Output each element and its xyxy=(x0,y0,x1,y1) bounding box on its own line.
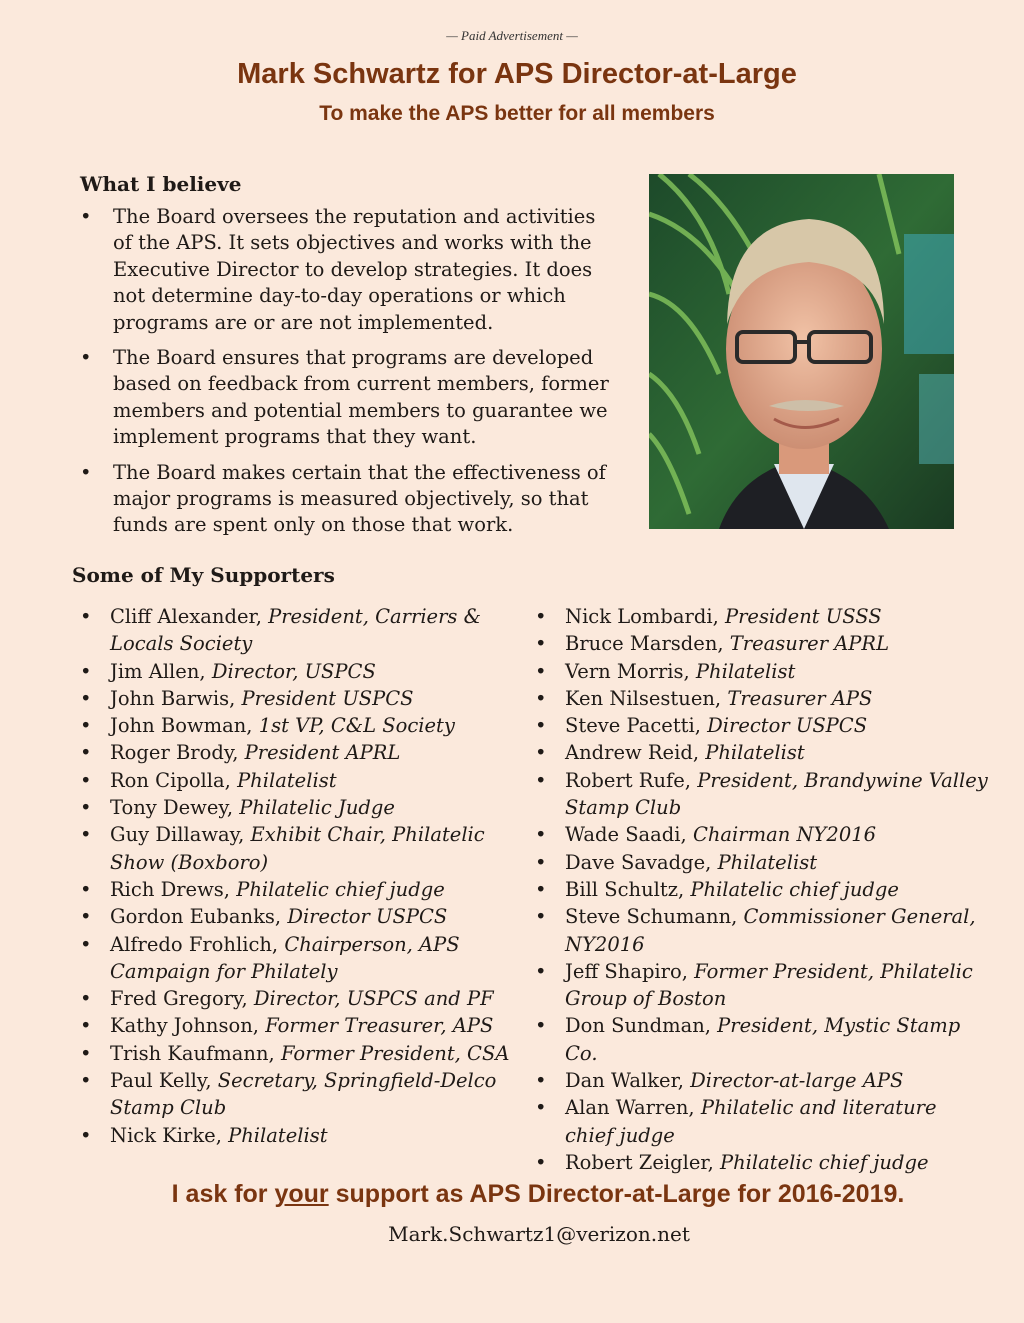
supporter-role: Philatelist xyxy=(717,850,818,874)
supporter-name: Nick Lombardi, xyxy=(565,605,719,628)
supporter-item xyxy=(531,1149,991,1176)
supporter-role: Commissioner General, NY2016 xyxy=(565,905,976,956)
supporter-name: Paul Kelly, xyxy=(110,1069,212,1093)
supporter-name: John Bowman, xyxy=(110,714,253,738)
supporter-role: Philatelic Judge xyxy=(239,796,395,820)
supporter-role: Philatelist xyxy=(705,741,805,765)
supporter-item xyxy=(76,658,516,685)
supporter-name: Fred Gregory, xyxy=(110,987,248,1011)
supporter-role: Philatelic chief judge xyxy=(719,1150,929,1174)
supporter-name: Kathy Johnson, xyxy=(110,1014,259,1038)
supporter-item xyxy=(531,1012,991,1067)
support-request-emphasis: your xyxy=(274,1180,329,1208)
supporter-item xyxy=(531,685,991,712)
supporters-list-left xyxy=(76,603,516,1149)
supporter-role: Director, USPCS xyxy=(211,659,376,683)
supporter-name: Guy Dillaway, xyxy=(110,823,245,847)
supporter-item xyxy=(76,1012,516,1039)
supporter-item xyxy=(76,794,516,821)
supporter-role: Philatelist xyxy=(237,768,337,792)
supporter-name: Jim Allen, xyxy=(110,659,206,683)
supporter-name: Gordon Eubanks, xyxy=(110,905,282,929)
supporter-role: President APRL xyxy=(244,741,401,765)
supporter-item xyxy=(531,603,991,630)
supporter-item xyxy=(76,603,516,658)
supporter-name: Trish Kaufmann, xyxy=(110,1041,275,1065)
supporter-name: Bruce Marsden, xyxy=(565,632,724,656)
supporter-name: Alan Warren, xyxy=(565,1096,695,1120)
supporter-item xyxy=(76,1040,516,1067)
supporter-item xyxy=(76,739,516,766)
supporter-role: Chairman NY2016 xyxy=(692,823,877,847)
supporter-name: Don Sundman, xyxy=(565,1014,711,1038)
supporter-item xyxy=(76,903,516,930)
supporter-item xyxy=(531,767,991,822)
candidate-photo xyxy=(649,174,954,529)
supporter-name: Tony Dewey, xyxy=(110,796,234,820)
support-request xyxy=(0,1180,1024,1209)
supporter-name: Wade Saadi, xyxy=(565,823,687,847)
supporter-role: Philatelist xyxy=(695,659,796,683)
supporter-name: Vern Morris, xyxy=(565,659,690,683)
supporter-role: Director USPCS xyxy=(287,905,448,929)
supporter-role: President, Mystic Stamp Co. xyxy=(565,1014,961,1065)
supporter-name: Dan Walker, xyxy=(565,1069,684,1093)
supporter-item xyxy=(76,876,516,903)
contact-email[interactable]: Mark.Schwartz1@verizon.net xyxy=(388,1222,690,1246)
supporter-name: Alfredo Frohlich, xyxy=(110,932,279,956)
supporter-role: Exhibit Chair, Philatelic Show (Boxboro) xyxy=(110,823,485,874)
supporter-role: Treasurer APS xyxy=(727,686,873,710)
supporter-item xyxy=(76,767,516,794)
supporter-name: Steve Schumann, xyxy=(565,905,738,929)
supporter-name: Andrew Reid, xyxy=(565,741,700,765)
supporter-item xyxy=(76,685,516,712)
paid-advertisement-label: — Paid Advertisement — xyxy=(446,28,578,43)
belief-item: • The Board ensures that programs are developed based on feedback from current members, former members and potential members to guarantee we implement programs that they want. xyxy=(76,345,616,451)
supporter-role: Treasurer APRL xyxy=(729,632,890,656)
supporter-item xyxy=(76,931,516,986)
supporter-name: Ken Nilsestuen, xyxy=(565,686,722,710)
supporter-item xyxy=(531,1067,991,1094)
supporter-role: Former President, Philatelic Group of Boston xyxy=(565,959,973,1011)
supporter-name: Ron Cipolla, xyxy=(110,768,231,792)
supporter-name: Dave Savadge, xyxy=(565,850,712,874)
supporter-role: Former President, CSA xyxy=(280,1041,510,1065)
supporter-role: Secretary, Springfield-Delco Stamp Club xyxy=(110,1069,497,1120)
supporter-name: Jeff Shapiro, xyxy=(565,959,688,983)
supporter-role: Philatelic chief judge xyxy=(690,877,899,901)
beliefs-list xyxy=(76,204,616,548)
supporter-item xyxy=(76,821,516,876)
supporter-name: John Barwis, xyxy=(110,686,236,710)
page-subtitle: To make the APS better for all members xyxy=(319,102,715,125)
supporter-item xyxy=(531,658,991,685)
supporter-name: Rich Drews, xyxy=(110,877,230,901)
supporter-name: Robert Zeigler, xyxy=(565,1150,714,1174)
support-request-end: support as APS Director-at-Large for 2016-2019. xyxy=(328,1180,905,1208)
supporter-role: Director USPCS xyxy=(707,714,868,738)
supporter-item xyxy=(531,876,991,903)
supporter-role: Chairperson, APS Campaign for Philately xyxy=(110,932,460,983)
supporter-role: Philatelic and literature chief judge xyxy=(565,1096,937,1147)
belief-item: • The Board oversees the reputation and activities of the APS. It sets objectives and works with the Executive Director to develop strategies. It does not determine day-to-day operations or which programs are or are not implemented. xyxy=(76,204,616,336)
supporter-item xyxy=(531,958,991,1013)
beliefs-heading: What I believe xyxy=(80,172,242,196)
supporter-role: Philatelist xyxy=(228,1123,328,1147)
belief-item: • The Board makes certain that the effectiveness of major programs is measured objectively, so that funds are spent only on those that work. xyxy=(76,460,616,539)
supporter-item xyxy=(531,630,991,657)
supporter-role: Director-at-large APS xyxy=(690,1069,904,1093)
supporter-name: Cliff Alexander, xyxy=(110,605,262,628)
page-title: Mark Schwartz for APS Director-at-Large xyxy=(237,58,797,90)
supporter-name: Robert Rufe, xyxy=(565,768,691,792)
supporter-item xyxy=(531,849,991,876)
supporter-role: 1st VP, C&L Society xyxy=(258,714,455,738)
supporter-item xyxy=(531,821,991,848)
supporters-heading: Some of My Supporters xyxy=(72,563,335,587)
supporter-item xyxy=(76,712,516,739)
supporter-role: President, Carriers & Locals Society xyxy=(110,605,481,656)
supporter-role: President USPCS xyxy=(241,686,414,710)
support-request-start: I ask for xyxy=(171,1180,275,1208)
supporter-role: President, Brandywine Valley Stamp Club xyxy=(565,768,988,820)
supporter-role: Director, USPCS and PF xyxy=(253,987,494,1011)
supporter-role: Philatelic chief judge xyxy=(236,877,445,901)
supporter-item xyxy=(76,985,516,1012)
supporter-role: Former Treasurer, APS xyxy=(265,1014,494,1038)
supporter-role: President USSS xyxy=(724,605,882,628)
supporter-item xyxy=(76,1067,516,1122)
supporter-name: Steve Pacetti, xyxy=(565,714,701,738)
supporter-item xyxy=(76,1122,516,1149)
supporter-item xyxy=(531,903,991,958)
supporter-name: Roger Brody, xyxy=(110,741,239,765)
supporter-item xyxy=(531,712,991,739)
supporters-list-right xyxy=(531,603,991,1176)
supporter-item xyxy=(531,1094,991,1149)
supporter-item xyxy=(531,739,991,766)
supporter-name: Nick Kirke, xyxy=(110,1123,222,1147)
supporter-name: Bill Schultz, xyxy=(565,877,685,901)
